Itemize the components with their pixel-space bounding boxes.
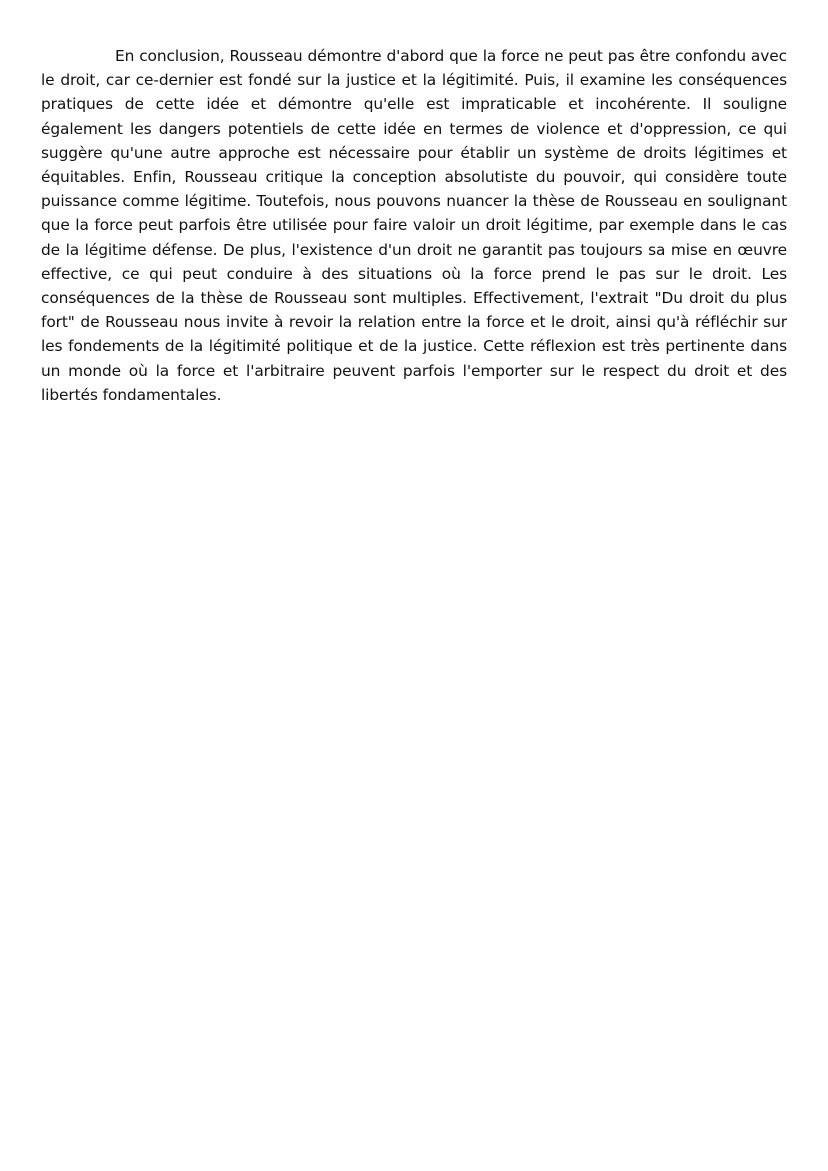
- conclusion-paragraph: En conclusion, Rousseau démontre d'abord que la force ne peut pas être confondu avec le droit, car ce-dernier est fondé sur la justice et la légitimité. Puis, il examine les conséquences pratiques de cette idée et démontre qu'elle est impraticable et incohérente. Il souligne également les dangers potentiels de cette idée en termes de violence et d'oppression, ce qui suggère qu'une autre approche est nécessaire pour établir un système de droits légitimes et équitables. Enfin, Rousseau critique la conception absolutiste du pouvoir, qui considère toute puissance comme légitime. Toutefois, nous pouvons nuancer la thèse de Rousseau en soulignant que la force peut parfois être utilisée pour faire valoir un droit légitime, par exemple dans le cas de la légitime défense. De plus, l'existence d'un droit ne garantit pas toujours sa mise en œuvre effective, ce qui peut conduire à des situations où la force prend le pas sur le droit. Les conséquences de la thèse de Rousseau sont multiples. Effectivement, l'extrait "Du droit du plus fort" de Rousseau nous invite à revoir la relation entre la force et le droit, ainsi qu'à réfléchir sur les fondements de la légitimité politique et de la justice. Cette réflexion est très pertinente dans un monde où la force et l'arbitraire peuvent parfois l'emporter sur le respect du droit et des libertés fondamentales.: [41, 47, 787, 404]
- document-body: [41, 44, 787, 407]
